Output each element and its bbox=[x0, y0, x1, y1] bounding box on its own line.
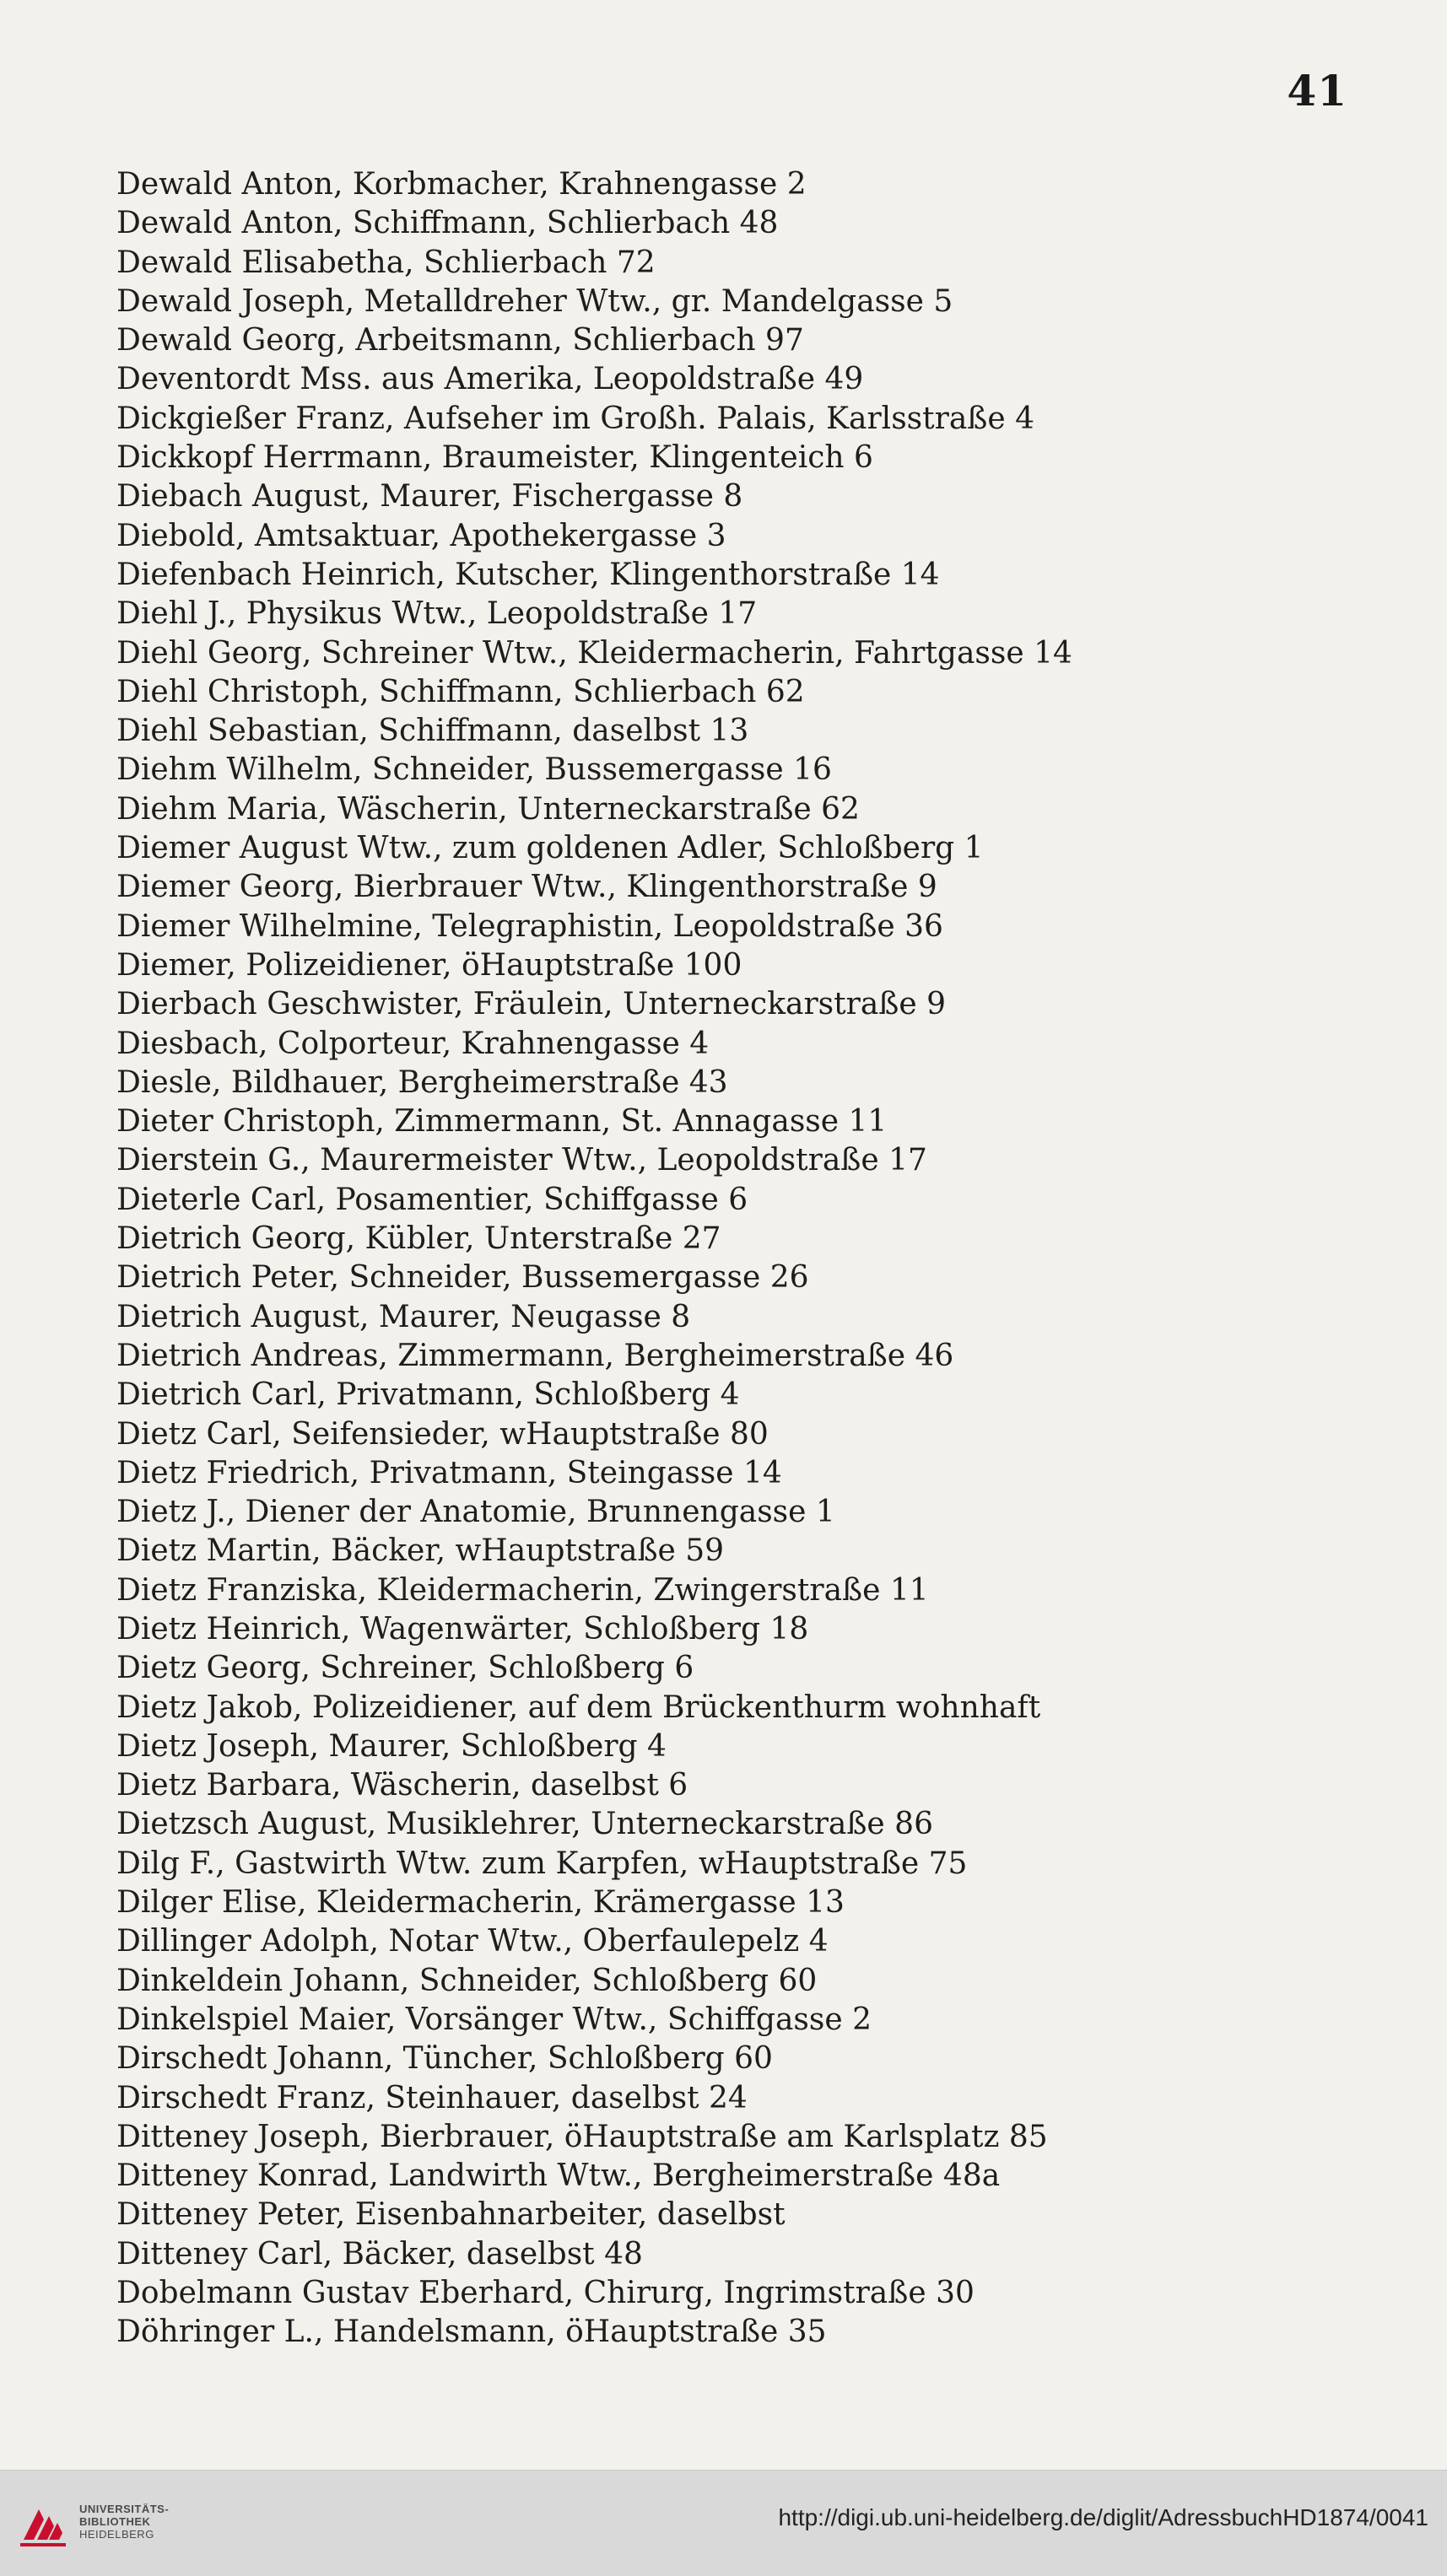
directory-entry: Dietz Carl, Seifensieder, wHauptstraße 80 bbox=[116, 1416, 769, 1452]
directory-entry: Ditteney Peter, Eisenbahnarbeiter, daselbst bbox=[116, 2197, 786, 2233]
directory-entry: Dirschedt Johann, Tüncher, Schloßberg 60 bbox=[116, 2041, 773, 2077]
directory-entry: Diemer Wilhelmine, Telegraphistin, Leopoldstraße 36 bbox=[116, 908, 943, 944]
directory-entry: Dewald Joseph, Metalldreher Wtw., gr. Mandelgasse 5 bbox=[116, 283, 953, 319]
directory-entry: Diemer Georg, Bierbrauer Wtw., Klingenthorstraße 9 bbox=[116, 870, 937, 905]
directory-entry: Diehm Wilhelm, Schneider, Bussemergasse 16 bbox=[116, 752, 832, 788]
directory-entry: Diebold, Amtsaktuar, Apothekergasse 3 bbox=[116, 518, 726, 553]
directory-entry: Dickgießer Franz, Aufseher im Großh. Palais, Karlsstraße 4 bbox=[116, 401, 1034, 436]
directory-entry: Dietzsch August, Musiklehrer, Unterneckarstraße 86 bbox=[116, 1807, 933, 1842]
library-name-line-1: UNIVERSITÄTS- bbox=[79, 2503, 170, 2515]
directory-entry: Ditteney Joseph, Bierbrauer, öHauptstraße am Karlsplatz 85 bbox=[116, 2119, 1048, 2154]
directory-entry: Dietz Georg, Schreiner, Schloßberg 6 bbox=[116, 1651, 694, 1686]
directory-entry: Dietrich Georg, Kübler, Unterstraße 27 bbox=[116, 1221, 721, 1257]
directory-entry: Dierstein G., Maurermeister Wtw., Leopoldstraße 17 bbox=[116, 1143, 927, 1178]
directory-entry: Dickkopf Herrmann, Braumeister, Klingenteich 6 bbox=[116, 440, 873, 476]
directory-entry: Dirschedt Franz, Steinhauer, daselbst 24 bbox=[116, 2080, 748, 2115]
directory-entry: Dinkeldein Johann, Schneider, Schloßberg 60 bbox=[116, 1963, 818, 1998]
directory-entry: Dietz Heinrich, Wagenwärter, Schloßberg 18 bbox=[116, 1611, 809, 1646]
directory-entry: Diefenbach Heinrich, Kutscher, Klingenthorstraße 14 bbox=[116, 557, 940, 592]
library-name-line-2: BIBLIOTHEK bbox=[79, 2515, 151, 2528]
directory-entry: Dierbach Geschwister, Fräulein, Unterneckarstraße 9 bbox=[116, 987, 946, 1022]
directory-entry: Deventordt Mss. aus Amerika, Leopoldstraße 49 bbox=[116, 362, 864, 397]
directory-entry: Diebach August, Maurer, Fischergasse 8 bbox=[116, 479, 743, 515]
footer-bar bbox=[0, 2470, 1447, 2576]
directory-entry: Diehl Georg, Schreiner Wtw., Kleidermacherin, Fahrtgasse 14 bbox=[116, 635, 1072, 671]
directory-entry: Dewald Anton, Korbmacher, Krahnengasse 2 bbox=[116, 167, 807, 202]
directory-entry: Dietrich Peter, Schneider, Bussemergasse 26 bbox=[116, 1260, 809, 1296]
directory-entry: Dietz J., Diener der Anatomie, Brunnengasse 1 bbox=[116, 1495, 835, 1530]
directory-entry: Dietz Martin, Bäcker, wHauptstraße 59 bbox=[116, 1533, 725, 1569]
directory-entry: Dietrich Carl, Privatmann, Schloßberg 4 bbox=[116, 1377, 740, 1413]
directory-entry: Diesle, Bildhauer, Bergheimerstraße 43 bbox=[116, 1064, 728, 1100]
directory-entry: Dietz Barbara, Wäscherin, daselbst 6 bbox=[116, 1768, 688, 1803]
directory-entry: Dietrich August, Maurer, Neugasse 8 bbox=[116, 1299, 691, 1334]
directory-entry: Dietz Joseph, Maurer, Schloßberg 4 bbox=[116, 1728, 667, 1764]
directory-entry: Diehl Sebastian, Schiffmann, daselbst 13 bbox=[116, 714, 749, 749]
directory-entry: Dietz Franziska, Kleidermacherin, Zwingerstraße 11 bbox=[116, 1572, 929, 1608]
directory-entry: Dilger Elise, Kleidermacherin, Krämergasse 13 bbox=[116, 1885, 845, 1921]
directory-entry: Diesbach, Colporteur, Krahnengasse 4 bbox=[116, 1026, 710, 1061]
directory-entry: Diemer August Wtw., zum goldenen Adler, Schloßberg 1 bbox=[116, 831, 984, 866]
directory-entry: Dobelmann Gustav Eberhard, Chirurg, Ingrimstraße 30 bbox=[116, 2276, 975, 2311]
directory-entry: Dillinger Adolph, Notar Wtw., Oberfaulepelz 4 bbox=[116, 1924, 829, 1959]
directory-entry: Dieterle Carl, Posamentier, Schiffgasse 6 bbox=[116, 1182, 748, 1217]
directory-entry: Dietz Jakob, Polizeidiener, auf dem Brückenthurm wohnhaft bbox=[116, 1689, 1041, 1725]
directory-entry: Ditteney Carl, Bäcker, daselbst 48 bbox=[116, 2236, 643, 2272]
directory-entry: Döhringer L., Handelsmann, öHauptstraße 35 bbox=[116, 2315, 827, 2350]
directory-entry: Dewald Georg, Arbeitsmann, Schlierbach 97 bbox=[116, 323, 804, 358]
directory-entry: Dewald Anton, Schiffmann, Schlierbach 48 bbox=[116, 206, 779, 241]
library-logo[interactable] bbox=[15, 2491, 209, 2558]
directory-entry: Diehl J., Physikus Wtw., Leopoldstraße 17 bbox=[116, 596, 758, 632]
directory-entry: Diemer, Polizeidiener, öHauptstraße 100 bbox=[116, 947, 742, 983]
directory-entry: Ditteney Konrad, Landwirth Wtw., Bergheimerstraße 48a bbox=[116, 2158, 1001, 2194]
directory-entries bbox=[116, 165, 1365, 2352]
directory-entry: Dietz Friedrich, Privatmann, Steingasse 14 bbox=[116, 1455, 782, 1490]
directory-entry: Diehm Maria, Wäscherin, Unterneckarstraße 62 bbox=[116, 791, 860, 827]
directory-entry: Diehl Christoph, Schiffmann, Schlierbach 62 bbox=[116, 674, 805, 709]
permalink-url[interactable]: http://digi.ub.uni-heidelberg.de/diglit/AdressbuchHD1874/0041 bbox=[778, 2504, 1428, 2530]
directory-entry: Dewald Elisabetha, Schlierbach 72 bbox=[116, 245, 656, 280]
page-number: 41 bbox=[1287, 66, 1347, 116]
directory-entry: Dietrich Andreas, Zimmermann, Bergheimerstraße 46 bbox=[116, 1338, 954, 1373]
library-name bbox=[79, 2503, 169, 2541]
directory-entry: Dilg F., Gastwirth Wtw. zum Karpfen, wHauptstraße 75 bbox=[116, 1846, 968, 1881]
library-name-line-3: HEIDELBERG bbox=[79, 2528, 154, 2541]
directory-entry: Dieter Christoph, Zimmermann, St. Annagasse 11 bbox=[116, 1104, 888, 1140]
directory-entry: Dinkelspiel Maier, Vorsänger Wtw., Schiffgasse 2 bbox=[116, 2002, 872, 2037]
heidelberg-library-logo-icon bbox=[15, 2491, 74, 2558]
